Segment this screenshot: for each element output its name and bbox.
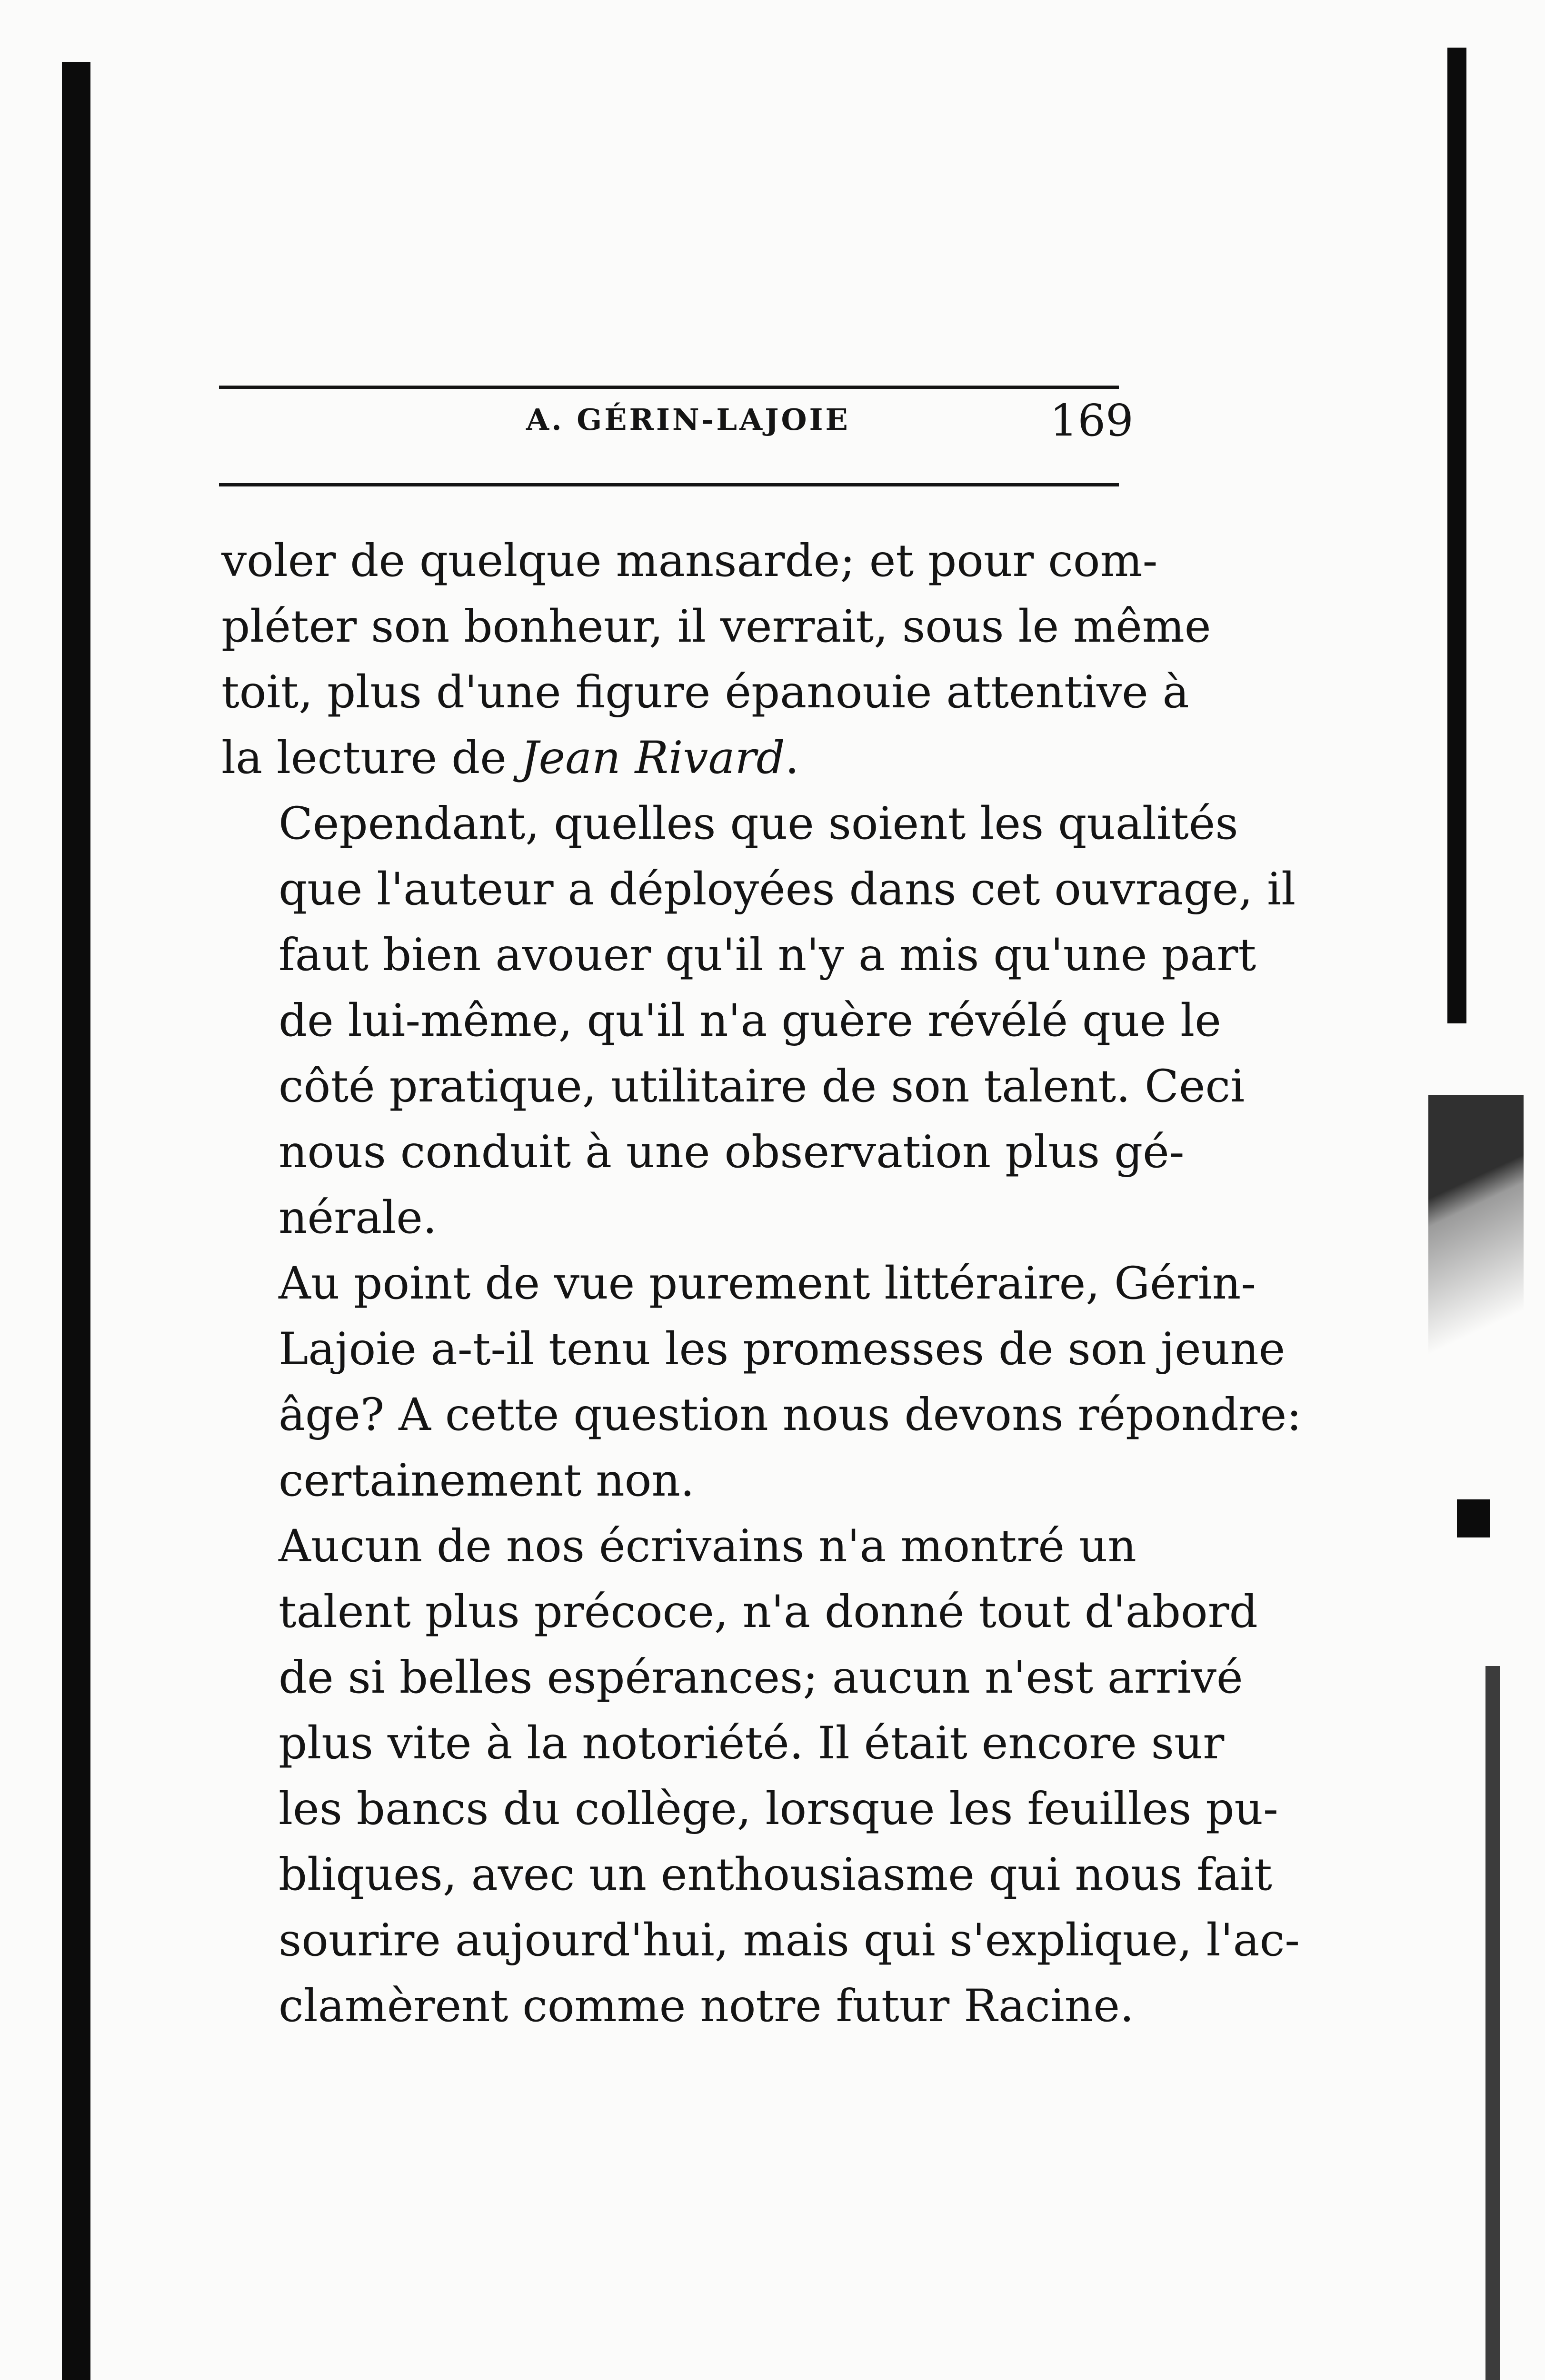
text-line: plus vite à la notoriété. Il était encore sur — [279, 1717, 1225, 1769]
book-title-italic: Jean Rivard — [520, 732, 785, 784]
text-line — [221, 725, 1169, 791]
scan-edge-mark — [1457, 1499, 1490, 1537]
text-line: Lajoie a-t-il tenu les promesses de son jeune — [279, 1323, 1286, 1375]
text-line: sourire aujourd'hui, mais qui s'explique, l'ac- — [279, 1914, 1300, 1966]
text-fragment: la lecture de — [221, 732, 521, 784]
text-line: côté pratique, utilitaire de son talent. Ceci — [279, 1061, 1245, 1112]
text-line: Aucun de nos écrivains n'a montré un — [279, 1520, 1136, 1572]
text-fragment: . — [785, 732, 799, 784]
paragraph-3 — [221, 1251, 1302, 1514]
text-line: faut bien avouer qu'il n'y a mis qu'une part — [279, 929, 1256, 981]
header-rule-bottom — [219, 483, 1119, 486]
text-line: âge? A cette question nous devons répondre: — [279, 1389, 1302, 1441]
text-line: talent plus précoce, n'a donné tout d'abord — [279, 1586, 1258, 1638]
text-line: bliques, avec un enthousiasme qui nous fait — [279, 1849, 1272, 1901]
text-line: voler de quelque mansarde; et pour com- — [221, 535, 1158, 587]
text-line: Au point de vue purement littéraire, Gérin- — [279, 1258, 1256, 1309]
scan-page-fold-shadow — [1428, 1095, 1524, 1523]
paragraph-4 — [221, 1514, 1300, 2039]
scan-binding-shadow-left — [62, 62, 90, 2380]
text-line: de lui-même, qu'il n'a guère révélé que le — [279, 995, 1221, 1047]
page-number: 169 — [1050, 395, 1134, 446]
text-line: de si belles espérances; aucun n'est arrivé — [279, 1652, 1243, 1704]
text-line: nous conduit à une observation plus gé- — [279, 1126, 1185, 1178]
text-line: les bancs du collège, lorsque les feuilles pu- — [279, 1783, 1278, 1835]
text-line: Cependant, quelles que soient les qualités — [279, 798, 1238, 850]
paragraph-1 — [221, 528, 1211, 791]
body-text — [221, 528, 1302, 2039]
scan-edge-shadow-right-top — [1447, 48, 1466, 1023]
text-line: certainement non. — [279, 1455, 695, 1507]
text-line: que l'auteur a déployées dans cet ouvrage, il — [279, 863, 1296, 915]
text-line: clamèrent comme notre futur Racine. — [279, 1980, 1134, 2032]
text-line: pléter son bonheur, il verrait, sous le même — [221, 601, 1211, 653]
text-line: nérale. — [279, 1192, 437, 1244]
scan-edge-shadow-right-bottom — [1485, 1666, 1500, 2380]
header-rule-top — [219, 386, 1119, 389]
running-head: A. GÉRIN-LAJOIE — [526, 402, 850, 437]
text-line: toit, plus d'une figure épanouie attentive à — [221, 666, 1189, 718]
paragraph-2 — [221, 791, 1296, 1251]
